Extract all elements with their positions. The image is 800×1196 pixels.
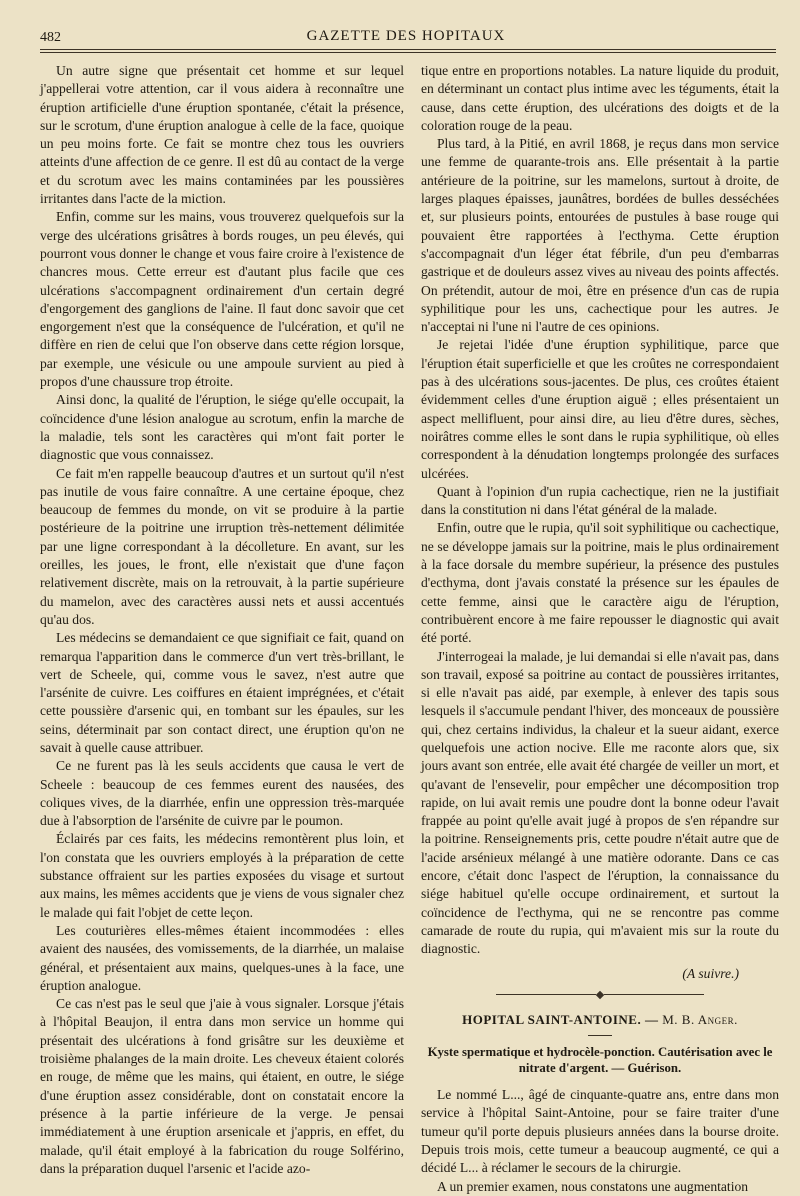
paragraph: Plus tard, à la Pitié, en avril 1868, je reçus dans mon service une femme de quarante-trois ans. Elle présentait à la partie antérieure de la poitrine, sur les mamelons, surtout à droite, de larges plaques épaisses, jaunâtres, bordées de bulles desséchées et, sur plusieurs points, entourées de pustules à base rouge qui pouvaient être rapportées à l'ecthyma. Cette éruption s'accompagnait d'un léger état fébrile, d'un peu d'embarras gastrique et de douleurs assez vives au niveau des points affectés. On prétendit, autour de moi, être en présence d'un cas de rupia syphilitique pour les uns, cachectique pour les autres. Je n'acceptai ni l'une ni l'autre de ces opinions.: [421, 136, 779, 335]
paragraph: Ce ne furent pas là les seuls accidents que causa le vert de Scheele : beaucoup de ces femmes eurent des nausées, des coliques vives, de la diarrhée, enfin une oppression très-marquée due à l'absorption de l'arsénite de cuivre par le poumon.: [40, 758, 404, 829]
paragraph: Ce cas n'est pas le seul que j'aie à vous signaler. Lorsque j'étais à l'hôpital Beaujon, il entra dans mon service un homme qui présentait des ulcérations à fond grisâtre sur les deuxième et troisième phalanges de la main droite. Les cheveux étaient colorés en rouge, de même que les mains, qui étaient, en outre, le siége d'une éruption assez considérable, dont on constatait encore la présence à la partie inférieure de la verge. Je pensai immédiatement à une éruption arsenicale et j'appris, en effet, du malade, qu'il était employé à la fabrication du rouge Solférino, dans la préparation duquel l'arsenic et l'acide azo-: [40, 996, 404, 1176]
paragraph: Enfin, outre que le rupia, qu'il soit syphilitique ou cachectique, ne se développe jamais sur la poitrine, mais le plus ordinairement à la face dorsale du membre supérieur, la présence des pustules d'ecthyma, dont j'avais constaté la présence sur les épaules de cette femme, ainsi que le caractère aigu de l'éruption, contribuèrent encore à me faire repousser le diagnostic qui avait été porté.: [421, 520, 779, 646]
hospital-doctor: M. B. Anger.: [662, 1011, 738, 1027]
hospital-heading: [421, 1011, 779, 1029]
paragraph: Le nommé L..., âgé de cinquante-quatre ans, entre dans mon service à l'hôpital Saint-Antoine, pour se faire traiter d'une tumeur qu'il porte depuis plusieurs années dans la bourse droite. Depuis trois mois, cette tumeur a beaucoup augmenté, ce qui a décidé L... à réclamer le secours de la chirurgie.: [421, 1087, 779, 1176]
separator-diamond-icon: [596, 991, 604, 999]
paragraph: Ce fait m'en rappelle beaucoup d'autres et un surtout qu'il n'est pas inutile de vous faire connaître. A une certaine époque, chez beaucoup de femmes du monde, on vit se produire à la partie postérieure de la poitrine une irruption très-nettement délimitée par une ligne correspondant à la décolleture. En avant, sur les oreilles, les joues, le front, elle n'existait que d'une façon relativement discrète, mais on la retrouvait, à la partie supérieure du mamelon, avec des caractères aussi nets et aussi accentués qu'au dos.: [40, 465, 404, 627]
paragraph: Quant à l'opinion d'un rupia cachectique, rien ne la justifiait dans la constitution ni dans l'état général de la malade.: [421, 483, 779, 518]
header-rule-bottom: [40, 52, 776, 53]
page-header: [40, 26, 772, 48]
paragraph: Je rejetai l'idée d'une éruption syphilitique, parce que l'éruption était superficielle et que les croûtes ne correspondaient pas à des ulcérations sous-jacentes. De plus, ces croûtes étaient évidemment celles d'une éruption aiguë ; elles présentaient un aspect mellifluent, pour ainsi dire, au lieu d'être dures, sèches, noirâtres comme elles le sont dans le rupia syphilitique, où elles correspondent à la dénudation longtemps prolongée des surfaces ulcérées.: [421, 337, 779, 481]
left-column: [40, 62, 404, 1176]
paragraph: Un autre signe que présentait cet homme et sur lequel j'appellerai votre attention, car il vous aidera à reconnaître une éruption artificielle d'une éruption spontanée, c'était la présence, sur le scrotum, d'une éruption analogue à celle de la face, quoique un peu moins forte. Ce fait se montre chez tous les ouvriers atteints d'une affection de ce genre. Il est dû au contact de la verge et du scrotum avec les mains contaminées par les poussières irritantes dans l'acte de la miction.: [40, 63, 404, 207]
paragraph: Ainsi donc, la qualité de l'éruption, le siége qu'elle occupait, la coïncidence d'une lésion analogue au scrotum, enfin la marche de la maladie, tels sont les caractères qui m'ont fait porter le diagnostic que vous connaissez.: [40, 392, 404, 463]
paragraph: Éclairés par ces faits, les médecins remontèrent plus loin, et l'on constata que les ouvriers employés à la préparation de cette substance offraient sur les parties exposées du visage et surtout aux mains, les mêmes accidents que je viens de vous signaler chez le malade qui fait l'objet de cette leçon.: [40, 831, 404, 920]
paragraph: Enfin, comme sur les mains, vous trouverez quelquefois sur la verge des ulcérations grisâtres à bords rouges, un peu élevés, qui pourront vous donner le change et vous faire croire à l'existence de chancres mous. Cette erreur est d'autant plus facile que ces ulcérations s'accompagnent ordinairement d'un certain degré d'engorgement des ganglions de l'aine. Il faut donc savoir que cet engorgement n'est que la conséquence de l'ulcération, et qu'il ne diffère en rien de celui que l'on observe dans cette région lorsque, par exemple, une vésicule ou une ampoule survient au pied à propos d'une chaussure trop étroite.: [40, 209, 404, 390]
header-rule-top: [40, 49, 776, 50]
short-rule: [588, 1035, 612, 1036]
hospital-name: HOPITAL SAINT-ANTOINE. —: [462, 1011, 663, 1027]
separator-line: [604, 994, 704, 995]
paragraph: A un premier examen, nous constatons une augmentation: [437, 1178, 749, 1194]
paragraph: Les médecins se demandaient ce que signifiait ce fait, quand on remarqua l'apparition dans le commerce d'un vert très-brillant, le vert de Scheele, qui, comme vous le savez, n'est autre que l'arsénite de cuivre. Les coiffures en étaient imprégnées, et c'était cette poussière d'arsenic qui, en tombant sur les épaules, sur les seins, déterminait par son contact direct, une éruption qu'on ne savait à quelle cause attribuer.: [40, 630, 404, 755]
page-number: 482: [40, 30, 61, 45]
separator-line: [496, 994, 596, 995]
paragraph: J'interrogeai la malade, je lui demandai si elle n'avait pas, dans son travail, exposé sa poitrine au contact de poussières irritantes, si elle n'avait pas aidé, par exemple, à enlever des tapis sous lesquels il s'accumule pendant l'hiver, des monceaux de poussière qui, chez certains individus, la chaleur et la sueur aidant, exerce quelquefois une action nocive. Elle me raconte alors que, six jours avant son entrée, elle avait été chargée de veiller un mort, et qu'avant de l'ensevelir, pour empêcher une décomposition trop rapide, on lui avait remis une poudre dont la bonne odeur l'avait frappée au point qu'elle avait jugé à propos de s'en répandre sur la poitrine. Renseignements pris, cette poudre n'était autre que de l'acide arsénieux mélangé à une matière odorante. Dans ce cas encore, c'était donc l'aspect de l'éruption, la connaissance du siége habituel qu'elle occupe ordinairement, et surtout la coïncidence de l'ecthyma, qui ne se rencontre pas comme camarade de route du rupia, qui m'avaient mis sur la route du diagnostic.: [421, 648, 779, 957]
case-title: Kyste spermatique et hydrocèle-ponction. Cautérisation avec le nitrate d'argent. — Guérison.: [427, 1045, 773, 1076]
to-be-continued: (A suivre.): [682, 965, 739, 981]
right-column: [421, 62, 779, 1194]
journal-title: GAZETTE DES HOPITAUX: [306, 28, 506, 44]
paragraph: Les couturières elles-mêmes étaient incommodées : elles avaient des nausées, des vomissements, de la diarrhée, un malaise général, et présentaient aux mains, quelques-unes à la face, une éruption analogue.: [40, 922, 404, 993]
paragraph-continuation: tique entre en proportions notables. La nature liquide du produit, en déterminant un contact plus intime avec les téguments, était la cause, dans cette éruption, des ulcérations des doigts et de la coloration rouge de la peau.: [421, 63, 779, 133]
section-separator: [421, 987, 779, 1003]
